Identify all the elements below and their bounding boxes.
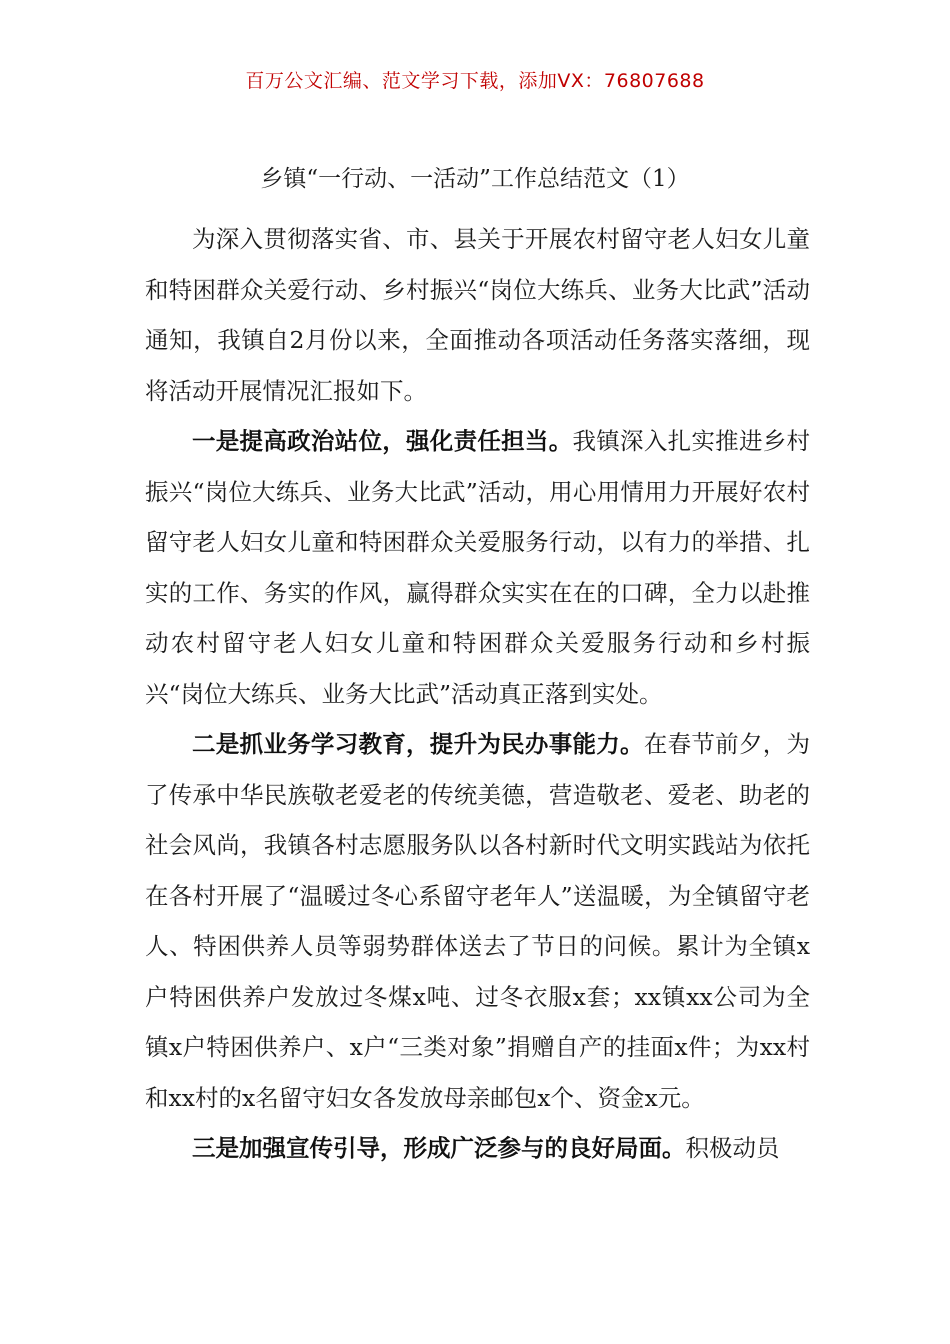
paragraph-point-one: [145, 416, 810, 719]
paragraph-point-three: [145, 1123, 810, 1174]
paragraph-lead: 一是提高政治站位，强化责任担当。: [192, 427, 573, 455]
document-title: 乡镇“一行动、一活动”工作总结范文（1）: [260, 166, 690, 192]
paragraph-text: 在春节前夕，为了传承中华民族敬老爱老的传统美德，营造敬老、爱老、助老的社会风尚，我镇各村志愿服务队以各村新时代文明实践站为依托在各村开展了“温暖过冬心系留守老年人”送温暖，为全镇留守老人、特困供养人员等弱势群体送去了节日的问候。累计为全镇x户特困供养户发放过冬煤x吨、过冬衣服x套；xx镇xx公司为全镇x户特困供养户、x户“三类对象”捐赠自产的挂面x件；为xx村和xx村的x名留守妇女各发放母亲邮包x个、资金x元。: [145, 730, 811, 1112]
document-body: [145, 214, 810, 1174]
paragraph-text: 为深入贯彻落实省、市、县关于开展农村留守老人妇女儿童和特困群众关爱行动、乡村振兴“岗位大练兵、业务大比武”活动通知，我镇自2月份以来，全面推动各项活动任务落实落细，现将活动开展情况汇报如下。: [145, 225, 810, 405]
paragraph-lead: 三是加强宣传引导，形成广泛参与的良好局面。: [192, 1134, 686, 1162]
watermark-banner: 百万公文汇编、范文学习下载，添加VX：76807688: [245, 70, 705, 92]
paragraph-point-two: [145, 719, 810, 1123]
paragraph-text: 我镇深入扎实推进乡村振兴“岗位大练兵、业务大比武”活动，用心用情用力开展好农村留守老人妇女儿童和特困群众关爱服务行动，以有力的举措、扎实的工作、务实的作风，赢得群众实实在在的口碑，全力以赴推动农村留守老人妇女儿童和特困群众关爱服务行动和乡村振兴“岗位大练兵、业务大比武”活动真正落到实处。: [145, 427, 811, 708]
paragraph-text: 积极动员: [685, 1134, 780, 1162]
paragraph-intro: [145, 214, 810, 416]
paragraph-lead: 二是抓业务学习教育，提升为民办事能力。: [192, 730, 644, 758]
